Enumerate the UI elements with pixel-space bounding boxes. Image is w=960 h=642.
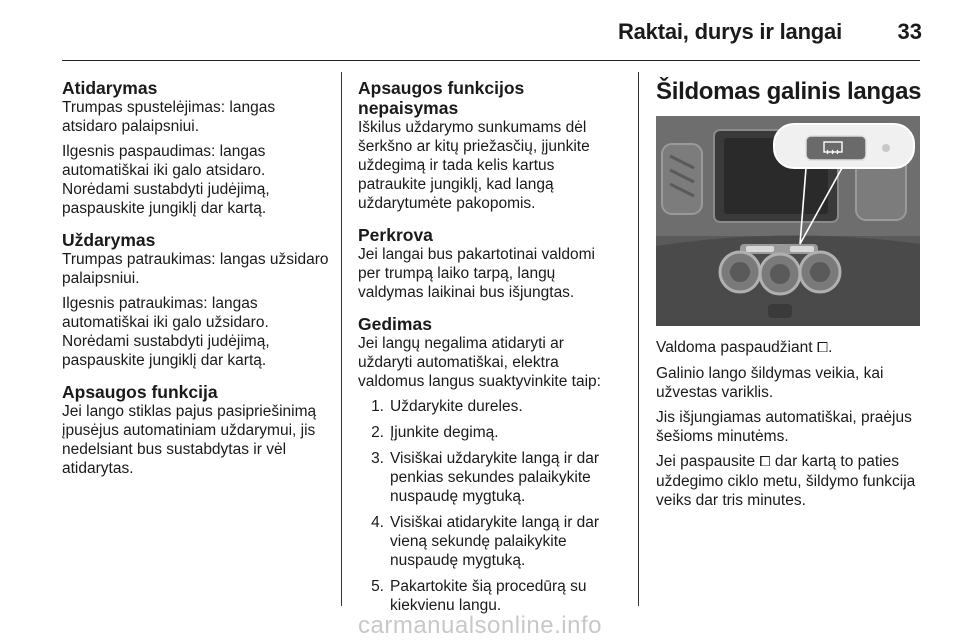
section-heading: Uždarymas [62, 230, 156, 250]
paragraph: Jei lango stiklas pajus pasipriešinimą įpusėjus automatiniam uždarymui, jis nedelsiant bus sustabdytas ir vėl atidarytas. [62, 403, 317, 477]
steps-list [358, 397, 620, 615]
rear-window-heater-icon: ⧠ [816, 340, 829, 356]
list-item [358, 449, 620, 506]
paragraph: Jei langai bus pakartotinai valdomi per trumpą laiko tarpą, langų valdymas laikinai bus išjungtas. [358, 246, 595, 301]
paragraph: Ilgesnis patraukimas: langas automatiškai iki galo užsidaro. Norėdami sustabdyti judėjimą, paspauskite jungiklį dar kartą. [62, 295, 270, 369]
column-divider-2 [638, 72, 639, 606]
section-opening [62, 78, 330, 218]
step-text: Uždarykite dureles. [390, 398, 523, 415]
section-heading: Apsaugos funkcija [62, 382, 218, 402]
section-safety-function [62, 382, 330, 478]
header-title: Raktai, durys ir langai [617, 19, 842, 44]
column-2 [358, 78, 620, 627]
section-closing [62, 230, 330, 370]
section-override-safety [358, 78, 620, 213]
step-number: 4. [371, 514, 384, 531]
list-item [358, 423, 620, 442]
paragraph: Jei langų negalima atidaryti ar uždaryti automatiškai, elektra valdomus langus suaktyvinkite taip: [358, 335, 601, 390]
paragraph-text: Jei paspausite [656, 453, 760, 470]
section-title: Šildomas galinis langas [656, 78, 922, 105]
page-header [0, 0, 960, 62]
watermark: carmanualsonline.info [358, 612, 602, 639]
paragraph [656, 338, 922, 358]
list-item [358, 577, 620, 615]
paragraph-text: Valdoma paspaudžiant [656, 339, 817, 356]
step-text: Visiškai uždarykite langą ir dar penkias sekundes palaikykite nuspaudę mygtuką. [390, 450, 600, 505]
page-number: 33 [897, 19, 922, 44]
step-text: Pakartokite šią procedūrą su kiekvienu langu. [390, 578, 587, 614]
paragraph: Trumpas spustelėjimas: langas atsidaro palaipsniui. [62, 99, 276, 135]
list-item [358, 513, 620, 570]
column-divider-1 [341, 72, 342, 606]
header-rule [62, 60, 920, 61]
section-heading: Perkrova [358, 225, 433, 245]
paragraph: Jis išjungiamas automatiškai, praėjus šešioms minutėms. [656, 409, 912, 445]
paragraph-text: . [828, 339, 833, 356]
list-item [358, 397, 620, 416]
step-number: 2. [371, 424, 384, 441]
column-3 [656, 78, 922, 516]
section-heading: Atidarymas [62, 78, 158, 98]
dashboard-photo [656, 116, 920, 326]
paragraph [656, 452, 922, 510]
section-overload [358, 225, 620, 302]
section-malfunction [358, 314, 620, 615]
paragraph: Iškilus uždarymo sunkumams dėl šerkšno ar kitų priežasčių, įjunkite uždegimą ir tada kelis kartus patraukite jungiklį, kad langą uždarytumėte pakopomis. [358, 119, 590, 212]
section-heading: Apsaugos funkcijos nepaisymas [358, 78, 525, 118]
step-number: 5. [371, 578, 384, 595]
paragraph: Ilgesnis paspaudimas: langas automatiškai iki galo atsidaro. Norėdami sustabdyti judėjimą, paspauskite jungiklį dar kartą. [62, 143, 270, 217]
section-heading: Gedimas [358, 314, 432, 334]
step-text: Visiškai atidarykite langą ir dar vieną sekundę palaikykite nuspaudę mygtuką. [390, 514, 600, 569]
step-number: 3. [371, 450, 384, 467]
step-number: 1. [371, 398, 384, 415]
rear-window-heater-icon: ⧠ [759, 454, 771, 470]
column-1 [62, 78, 330, 490]
paragraph: Galinio lango šildymas veikia, kai užvestas variklis. [656, 365, 884, 401]
paragraph: Trumpas patraukimas: langas užsidaro palaipsniui. [62, 251, 329, 287]
paragraph-text: dar kartą to paties uždegimo ciklo metu, šildymo funkcija veiks dar tris minutes. [656, 453, 916, 509]
step-text: Įjunkite degimą. [390, 424, 499, 441]
